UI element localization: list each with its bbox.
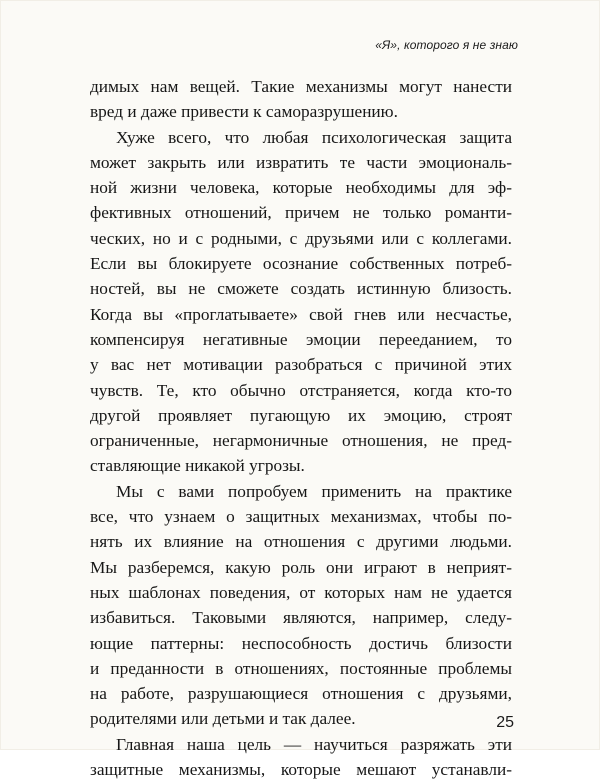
- text-line: родителями или детьми и так далее.: [90, 709, 356, 729]
- text-line: другой проявляет пугающую их эмоцию, строят: [90, 405, 512, 425]
- text-line: ограниченные, негармоничные отношения, не пред-: [90, 431, 512, 451]
- text-line: фективных отношений, причем не только романти-: [90, 203, 512, 223]
- paragraph-first-line: Хуже всего, что любая психологическая защита: [116, 127, 512, 147]
- text-line: чувств. Те, кто обычно отстраняется, когда кто-то: [90, 380, 512, 400]
- body-text: [90, 74, 512, 782]
- text-line: у вас нет мотивации разобраться с причиной этих: [90, 355, 512, 375]
- text-line: ностей, вы не сможете создать истинную близость.: [90, 279, 512, 299]
- text-line: димых нам вещей. Такие механизмы могут нанести: [90, 77, 512, 96]
- text-line: ющие паттерны: неспособность достичь близости: [90, 633, 512, 653]
- text-line: вред и даже привести к саморазрушению.: [90, 102, 398, 122]
- text-line: и преданности в отношениях, постоянные проблемы: [90, 658, 512, 678]
- running-header: «Я», которого я не знаю: [375, 38, 518, 52]
- text-line: компенсируя негативные эмоции перееданием, то: [90, 329, 512, 349]
- text-line: избавиться. Таковыми являются, например, следу-: [90, 608, 512, 628]
- text-line: на работе, разрушающиеся отношения с друзьями,: [90, 684, 512, 704]
- text-line: ческих, но и с родными, с друзьями или с коллегами.: [90, 228, 512, 248]
- text-line: нять их влияние на отношения с другими людьми.: [90, 532, 512, 552]
- text-line: Мы разберемся, какую роль они играют в неприят-: [90, 557, 512, 577]
- text-line: ной жизни человека, которые необходимы для эф-: [90, 178, 512, 198]
- paragraph-first-line: Мы с вами попробуем применить на практике: [116, 481, 512, 501]
- text-line: может закрыть или извратить те части эмоциональ-: [90, 152, 512, 172]
- text-line: Если вы блокируете осознание собственных потреб-: [90, 254, 512, 274]
- text-line: ных шаблонах поведения, от которых нам не удается: [90, 582, 512, 602]
- page-number: 25: [496, 714, 514, 731]
- text-line: Когда вы «проглатываете» свой гнев или несчастье,: [90, 304, 512, 324]
- paragraph-first-line: Главная наша цель — научиться разряжать эти: [116, 734, 512, 754]
- text-line: защитные механизмы, которые мешают устанавли-: [90, 760, 512, 780]
- text-line: все, что узнаем о защитных механизмах, чтобы по-: [90, 507, 512, 527]
- text-line: ставляющие никакой угрозы.: [90, 456, 305, 476]
